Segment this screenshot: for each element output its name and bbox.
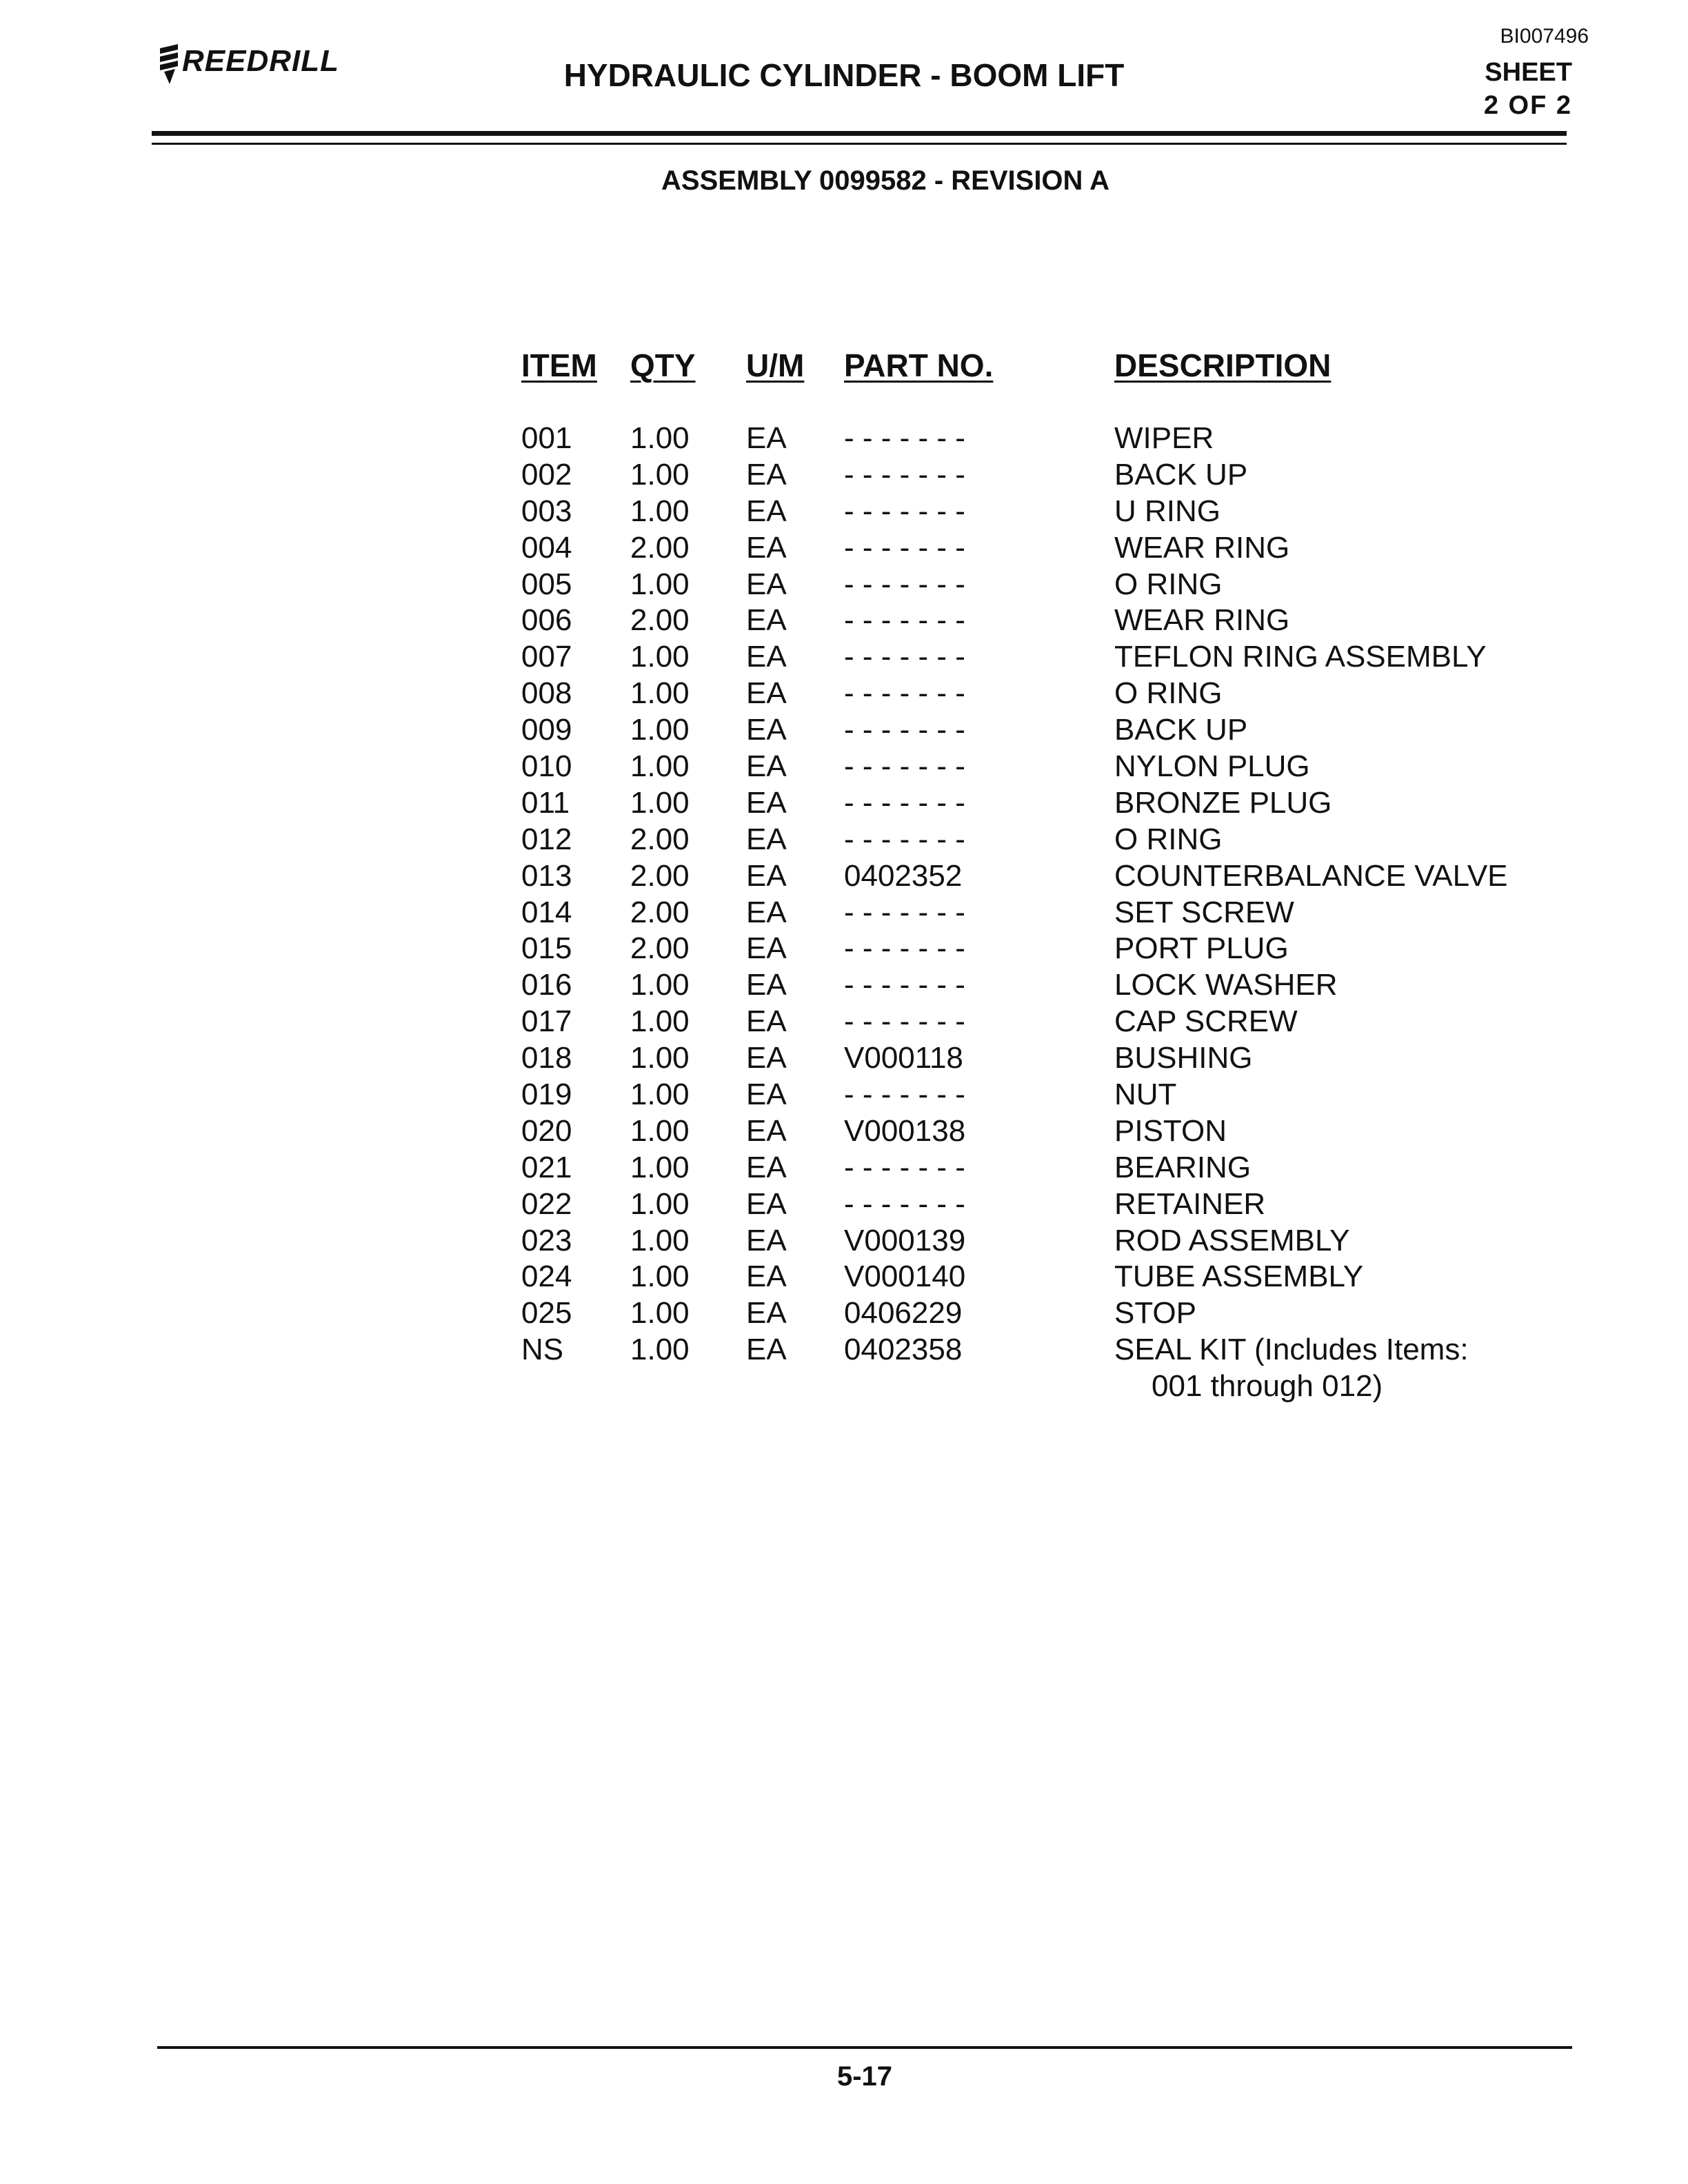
cell-um: EA	[746, 530, 787, 565]
table-row	[521, 1077, 1556, 1113]
table-row	[521, 895, 1556, 931]
cell-description: WEAR RING	[1114, 530, 1290, 565]
page-number: 5-17	[836, 2061, 893, 2092]
table-body	[521, 421, 1556, 1368]
cell-part-no: - - - - - - -	[844, 421, 965, 455]
cell-description: BEARING	[1114, 1150, 1252, 1184]
table-row	[521, 822, 1556, 858]
table-row	[521, 931, 1556, 967]
cell-part-no: 0402358	[844, 1333, 963, 1367]
table-row	[521, 712, 1556, 749]
table-row	[521, 567, 1556, 603]
cell-item: 020	[521, 1113, 572, 1148]
document-id: BI007496	[1500, 25, 1589, 48]
cell-um: EA	[746, 494, 787, 528]
cell-part-no: - - - - - - -	[844, 676, 965, 711]
table-row	[521, 1186, 1556, 1223]
table-row	[521, 749, 1556, 785]
cell-part-no: - - - - - - -	[844, 968, 965, 1002]
cell-um: EA	[746, 1186, 787, 1221]
table-row	[521, 603, 1556, 639]
cell-part-no: V000139	[844, 1223, 966, 1257]
cell-qty: 1.00	[630, 1260, 690, 1294]
cell-part-no: - - - - - - -	[844, 822, 965, 856]
cell-description: BACK UP	[1114, 457, 1248, 492]
cell-part-no: - - - - - - -	[844, 530, 965, 565]
cell-item: 018	[521, 1041, 572, 1075]
table-row	[521, 967, 1556, 1004]
table-row	[521, 457, 1556, 494]
header-rule-thick	[152, 131, 1567, 136]
cell-description: O RING	[1114, 567, 1223, 601]
cell-qty: 2.00	[630, 822, 690, 856]
cell-part-no: - - - - - - -	[844, 713, 965, 747]
cell-description: U RING	[1114, 494, 1220, 528]
column-header-description: DESCRIPTION	[1114, 347, 1332, 383]
cell-item: 021	[521, 1150, 572, 1184]
cell-qty: 1.00	[630, 968, 690, 1002]
cell-um: EA	[746, 785, 787, 820]
table-row	[521, 1295, 1556, 1332]
cell-item: NS	[521, 1333, 564, 1367]
cell-um: EA	[746, 421, 787, 455]
cell-um: EA	[746, 1223, 787, 1257]
cell-qty: 1.00	[630, 567, 690, 601]
cell-um: EA	[746, 1078, 787, 1112]
cell-um: EA	[746, 1296, 787, 1331]
cell-item: 005	[521, 567, 572, 601]
cell-item: 003	[521, 494, 572, 528]
cell-qty: 1.00	[630, 1113, 690, 1148]
table-row	[521, 1150, 1556, 1186]
column-header-item: ITEM	[521, 347, 597, 383]
cell-part-no: 0406229	[844, 1296, 963, 1331]
cell-item: 017	[521, 1004, 572, 1039]
cell-um: EA	[746, 640, 787, 674]
cell-qty: 1.00	[630, 1150, 690, 1184]
cell-description: WEAR RING	[1114, 603, 1290, 638]
cell-qty: 1.00	[630, 640, 690, 674]
sheet-label: SHEET	[1485, 58, 1572, 87]
cell-item: 006	[521, 603, 572, 638]
cell-description: BRONZE PLUG	[1114, 785, 1332, 820]
cell-description: TEFLON RING ASSEMBLY	[1114, 640, 1487, 674]
cell-um: EA	[746, 1260, 787, 1294]
cell-um: EA	[746, 567, 787, 601]
cell-description: O RING	[1114, 822, 1223, 856]
cell-description: NUT	[1114, 1078, 1177, 1112]
column-header-part-no: PART NO.	[844, 347, 994, 383]
cell-item: 019	[521, 1078, 572, 1112]
cell-um: EA	[746, 1333, 787, 1367]
table-row	[521, 494, 1556, 530]
cell-part-no: - - - - - - -	[844, 749, 965, 784]
cell-description: COUNTERBALANCE VALVE	[1114, 858, 1508, 893]
cell-qty: 2.00	[630, 895, 690, 929]
cell-qty: 1.00	[630, 749, 690, 784]
cell-part-no: V000118	[844, 1041, 963, 1075]
cell-part-no: - - - - - - -	[844, 603, 965, 638]
cell-part-no: V000140	[844, 1260, 966, 1294]
cell-qty: 1.00	[630, 1004, 690, 1039]
cell-description: ROD ASSEMBLY	[1114, 1223, 1350, 1257]
cell-item: 024	[521, 1260, 572, 1294]
cell-description: O RING	[1114, 676, 1223, 711]
table-row	[521, 421, 1556, 457]
table-row	[521, 676, 1556, 712]
table-row	[521, 639, 1556, 676]
cell-qty: 1.00	[630, 676, 690, 711]
cell-item: 011	[521, 785, 570, 820]
table-row	[521, 1259, 1556, 1295]
cell-item: 009	[521, 713, 572, 747]
cell-part-no: - - - - - - -	[844, 567, 965, 601]
cell-description: PORT PLUG	[1114, 931, 1289, 966]
cell-item: 022	[521, 1186, 572, 1221]
cell-um: EA	[746, 457, 787, 492]
column-header-um: U/M	[746, 347, 805, 383]
footer-rule	[157, 2046, 1572, 2049]
cell-item: 025	[521, 1296, 572, 1331]
cell-item: 002	[521, 457, 572, 492]
cell-qty: 2.00	[630, 931, 690, 966]
cell-qty: 2.00	[630, 603, 690, 638]
table-row	[521, 1040, 1556, 1077]
cell-qty: 1.00	[630, 1296, 690, 1331]
description-continuation: 001 through 012)	[1152, 1369, 1383, 1404]
cell-qty: 1.00	[630, 1186, 690, 1221]
cell-item: 014	[521, 895, 572, 929]
cell-item: 012	[521, 822, 572, 856]
cell-description: WIPER	[1114, 421, 1214, 455]
cell-description: CAP SCREW	[1114, 1004, 1298, 1039]
cell-description: SET SCREW	[1114, 895, 1294, 929]
cell-qty: 1.00	[630, 1333, 690, 1367]
cell-item: 010	[521, 749, 572, 784]
cell-qty: 1.00	[630, 421, 690, 455]
table-header-row	[521, 345, 1556, 386]
cell-part-no: V000138	[844, 1113, 966, 1148]
table-row	[521, 858, 1556, 895]
cell-part-no: - - - - - - -	[844, 1004, 965, 1039]
cell-description: LOCK WASHER	[1114, 968, 1338, 1002]
cell-um: EA	[746, 749, 787, 784]
table-row	[521, 1004, 1556, 1040]
cell-item: 016	[521, 968, 572, 1002]
cell-description: BUSHING	[1114, 1041, 1253, 1075]
cell-description: NYLON PLUG	[1114, 749, 1310, 784]
cell-qty: 2.00	[630, 530, 690, 565]
cell-um: EA	[746, 822, 787, 856]
cell-description: PISTON	[1114, 1113, 1227, 1148]
cell-um: EA	[746, 1113, 787, 1148]
cell-part-no: - - - - - - -	[844, 1150, 965, 1184]
parts-list-table	[521, 345, 1556, 1405]
table-row	[521, 1332, 1556, 1368]
cell-part-no: 0402352	[844, 858, 963, 893]
cell-um: EA	[746, 895, 787, 929]
header-rule-thin	[152, 143, 1567, 145]
cell-qty: 2.00	[630, 858, 690, 893]
table-row	[521, 785, 1556, 822]
cell-um: EA	[746, 1150, 787, 1184]
cell-um: EA	[746, 1004, 787, 1039]
cell-um: EA	[746, 603, 787, 638]
cell-description: RETAINER	[1114, 1186, 1266, 1221]
cell-qty: 1.00	[630, 1223, 690, 1257]
column-header-qty: QTY	[630, 347, 696, 383]
cell-part-no: - - - - - - -	[844, 457, 965, 492]
cell-qty: 1.00	[630, 457, 690, 492]
table-row	[521, 530, 1556, 567]
cell-item: 007	[521, 640, 572, 674]
cell-item: 008	[521, 676, 572, 711]
cell-qty: 1.00	[630, 785, 690, 820]
cell-description: SEAL KIT (Includes Items:	[1114, 1333, 1469, 1367]
cell-part-no: - - - - - - -	[844, 785, 965, 820]
cell-part-no: - - - - - - -	[844, 640, 965, 674]
assembly-subtitle: ASSEMBLY 0099582 - REVISION A	[661, 165, 1109, 196]
logo-text: REEDRILL	[182, 44, 339, 78]
cell-part-no: - - - - - - -	[844, 494, 965, 528]
cell-description: TUBE ASSEMBLY	[1114, 1260, 1364, 1294]
cell-um: EA	[746, 858, 787, 893]
cell-description: BACK UP	[1114, 713, 1248, 747]
cell-description: STOP	[1114, 1296, 1197, 1331]
cell-item: 004	[521, 530, 572, 565]
cell-part-no: - - - - - - -	[844, 1186, 965, 1221]
page-title: HYDRAULIC CYLINDER - BOOM LIFT	[563, 57, 1125, 93]
cell-part-no: - - - - - - -	[844, 895, 965, 929]
cell-qty: 1.00	[630, 1078, 690, 1112]
cell-item: 001	[521, 421, 572, 455]
cell-item: 013	[521, 858, 572, 893]
cell-um: EA	[746, 931, 787, 966]
cell-qty: 1.00	[630, 1041, 690, 1075]
cell-part-no: - - - - - - -	[844, 931, 965, 966]
cell-um: EA	[746, 1041, 787, 1075]
table-row	[521, 1223, 1556, 1260]
cell-um: EA	[746, 713, 787, 747]
cell-part-no: - - - - - - -	[844, 1078, 965, 1112]
table-row	[521, 1113, 1556, 1150]
cell-um: EA	[746, 968, 787, 1002]
cell-um: EA	[746, 676, 787, 711]
table-row-continuation	[521, 1368, 1556, 1405]
cell-qty: 1.00	[630, 713, 690, 747]
cell-item: 023	[521, 1223, 572, 1257]
sheet-number: 2 OF 2	[1483, 91, 1572, 120]
cell-item: 015	[521, 931, 572, 966]
cell-qty: 1.00	[630, 494, 690, 528]
